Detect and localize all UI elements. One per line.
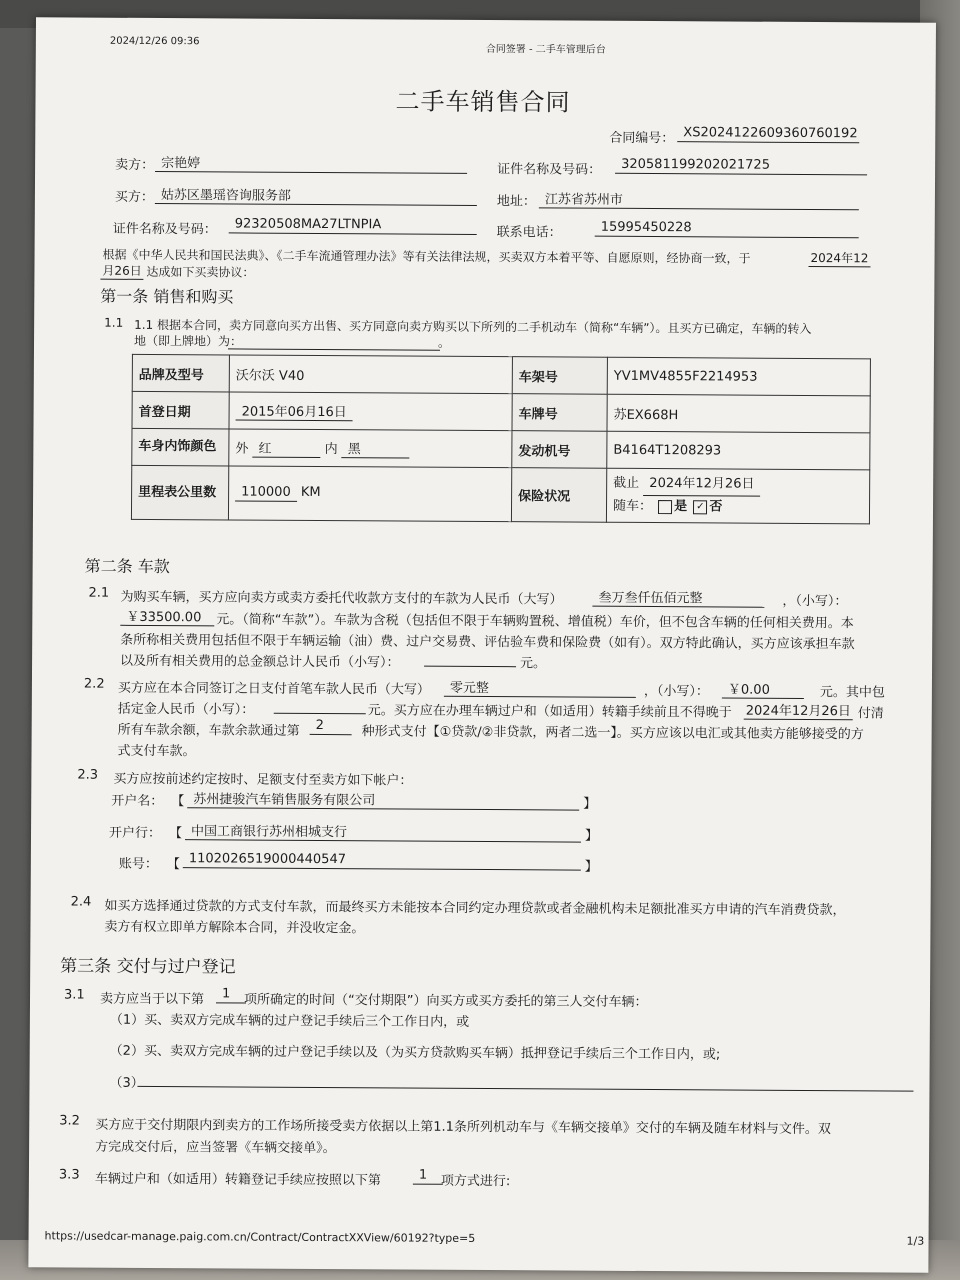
int-color-prefix: 内 [324, 442, 338, 458]
buyer-phone: 15995450228 [595, 220, 859, 239]
payment-method: 2 [310, 718, 352, 735]
plate-label: 车牌号 [512, 394, 607, 432]
buyer-addr: 江苏省苏州市 [539, 188, 859, 210]
buyer-addr-label: 地址： [496, 194, 536, 210]
article1-1-text2: 地（即上牌地）为： [133, 333, 243, 349]
article3-2-line2: 方完成交付后，应当签署《车辆交接单》。 [95, 1139, 336, 1157]
article2-2-line2a: 括定金人民币（小写）： [117, 701, 255, 718]
buyer-id: 92320508MA27LTNPIA [229, 216, 477, 235]
color-cell [229, 429, 512, 468]
article1-1-text1: 1.1 根据本合同，卖方同意向买方出售、买方同意向卖方购买以下所列的二手机动车（简称“车辆”）。且买方已确定，车辆的转入 [134, 317, 812, 336]
payment-deadline: 2024年12月26日 [744, 700, 853, 721]
article2-title: 第二条 车款 [84, 556, 170, 577]
follow-yes-label: 是 [674, 499, 688, 515]
article2-2-line2c: 付清 [857, 706, 884, 722]
account-no-label: 账号： [118, 856, 158, 873]
article3-title: 第三条 交付与过户登记 [60, 956, 236, 978]
plate-value: 苏EX668H [607, 394, 870, 433]
article2-1-line4a: 以及所有相关费用的总金额总计人民币（小写）： [120, 653, 400, 671]
follow-no-label: 否 [709, 499, 723, 515]
price-upper: 叁万叁仟伍佰元整 [592, 587, 764, 608]
color-label: 车身内饰颜色 [132, 428, 229, 466]
preamble-date-part2: 月26日 [100, 262, 143, 280]
reg-date-value: 2015年06月16日 [236, 400, 353, 421]
print-page-number: 1/3 [906, 1234, 925, 1248]
preamble-line2: 达成如下买卖协议： [146, 264, 255, 280]
mileage-label: 里程表公里数 [131, 465, 228, 520]
brand-label: 品牌及型号 [132, 354, 229, 392]
article2-2-line4: 式支付车款。 [117, 743, 196, 760]
seller-id: 320581199202021725 [615, 157, 867, 176]
article2-4-num: 2.4 [70, 894, 92, 910]
reg-date-label: 首登日期 [132, 391, 229, 429]
account-name-label: 开户名： [111, 793, 164, 810]
article2-4-line1: 如买方选择通过贷款的方式支付车款，而最终买方未能按本合同约定办理贷款或者金融机构未足额批准买方申请的汽车消费贷款， [104, 898, 846, 919]
buyer-label: 买方： [114, 189, 154, 205]
article3-2-num: 3.2 [59, 1113, 80, 1129]
article2-3-num: 2.3 [77, 767, 99, 783]
article2-2-line1a: 买方应在本合同签订之日支付首笔车款人民币（大写） [117, 680, 430, 698]
article2-2-line3b: 种形式支付【①贷款/②非贷款，两者二选一】。买方应该以电汇或其他卖方能够接受的方 [361, 724, 864, 743]
article2-1-line1a: 为购买车辆，买方应向卖方或卖方委托代收款方支付的车款为人民币（大写） [120, 589, 563, 608]
ext-color-prefix: 外 [235, 441, 249, 457]
buyer-phone-label: 联系电话： [496, 225, 562, 241]
bank-lbracket: 【 [168, 826, 183, 842]
article2-2-line1c: 元。其中包 [819, 685, 885, 701]
down-payment-upper: 零元整 [444, 677, 636, 698]
delivery-option-3: （3） [109, 1075, 144, 1091]
vin-value: YV1MV4855F2214953 [607, 357, 870, 396]
insurance-cell [606, 468, 869, 524]
bank-name: 中国工商银行苏州相城支行 [185, 820, 581, 842]
account-name-lbracket: 【 [171, 794, 185, 810]
article2-1-line3: 条所称相关费用包括但不限于车辆运输（油）费、过户交易费、评估验车费和保险费（如有）。双方特此确认，买方应该承担车款 [120, 632, 855, 653]
mileage-cell [228, 466, 511, 522]
article3-3-num: 3.3 [58, 1167, 80, 1183]
article1-1-text2-tail: 。 [437, 335, 451, 350]
contract-page [28, 17, 936, 1272]
article3-3-line1a: 车辆过户和（如适用）转籍登记手续应按照以下第 [94, 1171, 381, 1189]
insurance-label: 保险状况 [511, 468, 606, 523]
article3-1-line1b: 项所确定的时间（“交付期限”）向买方或买方委托的第三人交付车辆： [243, 992, 648, 1011]
price-lower: ￥33500.00 [120, 606, 214, 627]
buyer-name: 姑苏区墨瑶咨询服务部 [155, 184, 477, 206]
article3-1-num: 3.1 [63, 987, 85, 1003]
delivery-item: 1 [216, 986, 246, 1003]
seller-name: 宗艳婷 [155, 152, 467, 174]
article2-3-intro: 买方应按前述约定按时、足额支付至卖方如下帐户： [113, 771, 413, 789]
transfer-item: 1 [413, 1168, 443, 1185]
article2-2-line2b: 元。买方应在办理车辆过户和（如适用）转籍手续前且不得晚于 [367, 703, 732, 721]
total-amount-field [424, 650, 516, 668]
insurance-prefix: 截止 [613, 475, 640, 491]
article2-2-num: 2.2 [83, 676, 105, 692]
mileage-unit: KM [300, 484, 321, 500]
bank-label: 开户行： [108, 825, 162, 842]
engine-value: B4164T1208293 [607, 431, 870, 470]
article2-1-line4b: 元。 [520, 656, 547, 672]
vehicle-info-table [131, 354, 871, 525]
buyer-id-label: 证件名称及号码： [112, 221, 217, 238]
delivery-option-1: （1）买、卖双方完成车辆的过户登记手续后三个工作日内，或 [109, 1012, 470, 1030]
article2-1-line2b: 元。（简称“车款”）。车款为含税（包括但不限于车辆购置税、增值税）车价，但不包含车辆的任何相关费用。本 [216, 612, 854, 632]
print-url: https://usedcar-manage.paig.com.cn/Contract/ContractXXView/60192?type=5 [44, 1229, 476, 1245]
article3-3-line1b: 项方式进行: [440, 1173, 511, 1190]
article2-4-line2: 卖方有权立即单方解除本合同，并没收定金。 [104, 919, 365, 937]
down-payment-lower: ￥0.00 [722, 678, 804, 699]
delivery-option-3-field [137, 1070, 913, 1092]
article3-2-line1: 买方应于交付期限内到卖方的工作场所接受卖方依据以上第1.1条所列机动车与《车辆交接单》交付的车辆及随车材料与文件。双 [95, 1117, 831, 1138]
contract-no-value: XS2024122609360760192 [677, 125, 859, 143]
article2-1-line1b: ，（小写）： [782, 593, 848, 610]
account-no-rbracket: 】 [584, 859, 598, 875]
account-name: 苏州捷骏汽车销售服务有限公司 [187, 788, 579, 810]
article3-1-line1a: 卖方应当于以下第 [99, 991, 205, 1008]
account-name-rbracket: 】 [583, 796, 597, 812]
int-color-value: 黑 [342, 438, 410, 458]
print-page-title: 合同签署 - 二手车管理后台 [485, 43, 606, 56]
insurance-date: 2024年12月26日 [643, 473, 760, 497]
contract-title: 二手车销售合同 [395, 87, 571, 117]
delivery-option-2: （2）买、卖双方完成车辆的过户登记手续以及（为买方贷款购买车辆）抵押登记手续后三个工作日内，或; [109, 1043, 721, 1063]
contract-no-label: 合同编号： [609, 130, 675, 147]
checkbox-no-icon[interactable]: ✓ [693, 500, 707, 514]
article1-1-num: 1.1 [104, 315, 124, 330]
account-no-lbracket: 【 [166, 857, 180, 873]
article1-title: 第一条 销售和购买 [100, 286, 234, 307]
registration-place-field [228, 332, 440, 350]
brand-value: 沃尔沃 V40 [229, 355, 512, 394]
reg-date-cell [229, 392, 512, 431]
article2-1-num: 2.1 [88, 585, 110, 601]
article2-2-line1b: ，（小写）： [643, 683, 709, 700]
seller-id-label: 证件名称及号码： [497, 162, 602, 178]
vin-label: 车架号 [512, 357, 607, 395]
engine-label: 发动机号 [512, 431, 607, 469]
mileage-value: 110000 [235, 484, 297, 501]
ext-color-value: 红 [252, 438, 320, 458]
preamble-line1: 根据《中华人民共和国民法典》、《二手车流通管理办法》等有关法律法规，买卖双方本着平等、自愿原则，经协商一致，于 [102, 247, 751, 266]
checkbox-yes-icon[interactable] [658, 500, 672, 514]
deposit-field [274, 697, 366, 715]
article2-2-line3a: 所有车款余额，车款余款通过第 [117, 722, 300, 739]
seller-label: 卖方： [115, 157, 155, 173]
follow-label: 随车： [612, 498, 653, 515]
account-no: 1102026519000440547 [183, 851, 581, 870]
preamble-date-part1: 2024年12 [808, 249, 870, 267]
bank-rbracket: 】 [584, 828, 599, 844]
print-datetime: 2024/12/26 09:36 [109, 35, 200, 48]
